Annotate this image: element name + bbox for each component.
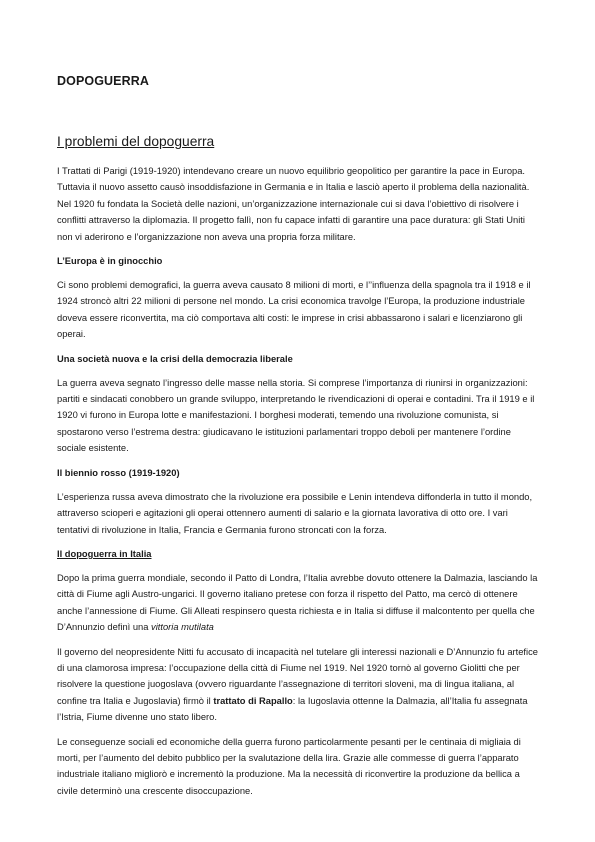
bold-trattato-rapallo: trattato di Rapallo <box>213 695 293 706</box>
document-body <box>57 74 539 807</box>
paragraph-italia-2-after: : la Iugoslavia ottenne la Dalmazia, all’Italia fu assegnata l’Istria, Fiume divenne uno stato libero. <box>57 695 528 723</box>
paragraph-italia-1 <box>57 570 539 636</box>
subheading-societa: Una società nuova e la crisi della democrazia liberale <box>57 353 293 364</box>
subheading-biennio-rosso: Il biennio rosso (1919-1920) <box>57 467 180 478</box>
section-heading: I problemi del dopoguerra <box>57 134 215 149</box>
document-title: DOPOGUERRA <box>57 74 149 88</box>
paragraph-societa: La guerra aveva segnato l’ingresso delle masse nella storia. Si comprese l’importanza di riunirsi in organizzazioni: partiti e sindacati conobbero un grande sviluppo, interpretando le rivendicazioni di operai e contadini. Tra il 1919 e il 1920 vi furono in Europa lotte e manifestazioni. I borghesi moderati, temendo una rivoluzione comunista, si spostarono verso l’estrema destra: giudicavano le istituzioni parlamentari troppo deboli per mantenere l’ordine sociale esistente. <box>57 377 535 454</box>
subheading-dopoguerra-italia: Il dopoguerra in Italia <box>57 548 152 559</box>
paragraph-italia-1-text: Dopo la prima guerra mondiale, secondo il Patto di Londra, l’Italia avrebbe dovuto ottenere la Dalmazia, lasciando la città di Fiume agli Austro-ungarici. Il governo italiano pretese con forza il rispetto del Patto, ma cercò di ottenere anche l’annessione di Fiume. Gli Alleati respinsero questa richiesta e in Italia si diffuse il malcontento per quella che D’Annunzio definì una <box>57 572 538 633</box>
paragraph-italia-3: Le conseguenze sociali ed economiche della guerra furono particolarmente pesanti per le centinaia di migliaia di morti, per l’aumento del debito pubblico per la svalutazione della lira. Grazie alle commesse di guerra l’apparato industriale italiano migliorò e incrementò la produzione. Ma la necessità di riconvertire la produzione da bellica a civile determinò una crescente disoccupazione. <box>57 736 521 796</box>
intro-paragraph: I Trattati di Parigi (1919-1920) intendevano creare un nuovo equilibrio geopolitico per garantire la pace in Europa. Tuttavia il nuovo assetto causò insoddisfazione in Germania e in Italia e lasciò aperto il problema della nazionalità. Nel 1920 fu fondata la Società delle nazioni, un’organizzazione internazionale cui si dava l’obiettivo di risolvere i conflitti attraverso la diplomazia. Il progetto fallì, non fu capace infatti di garantire una pace duratura: gli Stati Uniti non vi aderirono e l’organizzazione non aveva una propria forza militare. <box>57 166 530 242</box>
paragraph-italia-2-before: Il governo del neopresidente Nitti fu accusato di incapacità nel tutelare gli interessi nazionali e D’Annunzio fu artefice di una clamorosa impresa: l’occupazione della città di Fiume nel 1919. Nel 1920 tornò al governo Giolitti che per risolvere la questione juogoslava (ovvero riguardante l’assegnazione di territori sloveni, ma di lingua italiana, al confine tra Italia e Jugoslavia) firmò il <box>57 646 538 706</box>
paragraph-biennio-rosso: L’esperienza russa aveva dimostrato che la rivoluzione era possibile e Lenin intendeva diffonderla in tutto il mondo, attraverso scioperi e agitazioni gli operai ottennero aumenti di salario e la giornata lavorativa di otto ore. I vari tentativi di rivoluzione in Italia, Francia e Germania furono stroncati con la forza. <box>57 491 533 535</box>
paragraph-europa: Ci sono problemi demografici, la guerra aveva causato 8 milioni di morti, e l’’influenza della spagnola tra il 1918 e il 1924 stroncò altri 22 milioni di persone nel mondo. La crisi economica travolge l’Europa, la produzione industriale doveva essere riconvertita, ma ciò comportava alti costi: le imprese in crisi abbassarono i salari e licenziarono gli operai. <box>57 280 531 340</box>
italic-vittoria-mutilata: vittoria mutilata <box>151 622 214 633</box>
paragraph-italia-2 <box>57 644 539 726</box>
subheading-europa: L’Europa è in ginocchio <box>57 256 163 267</box>
